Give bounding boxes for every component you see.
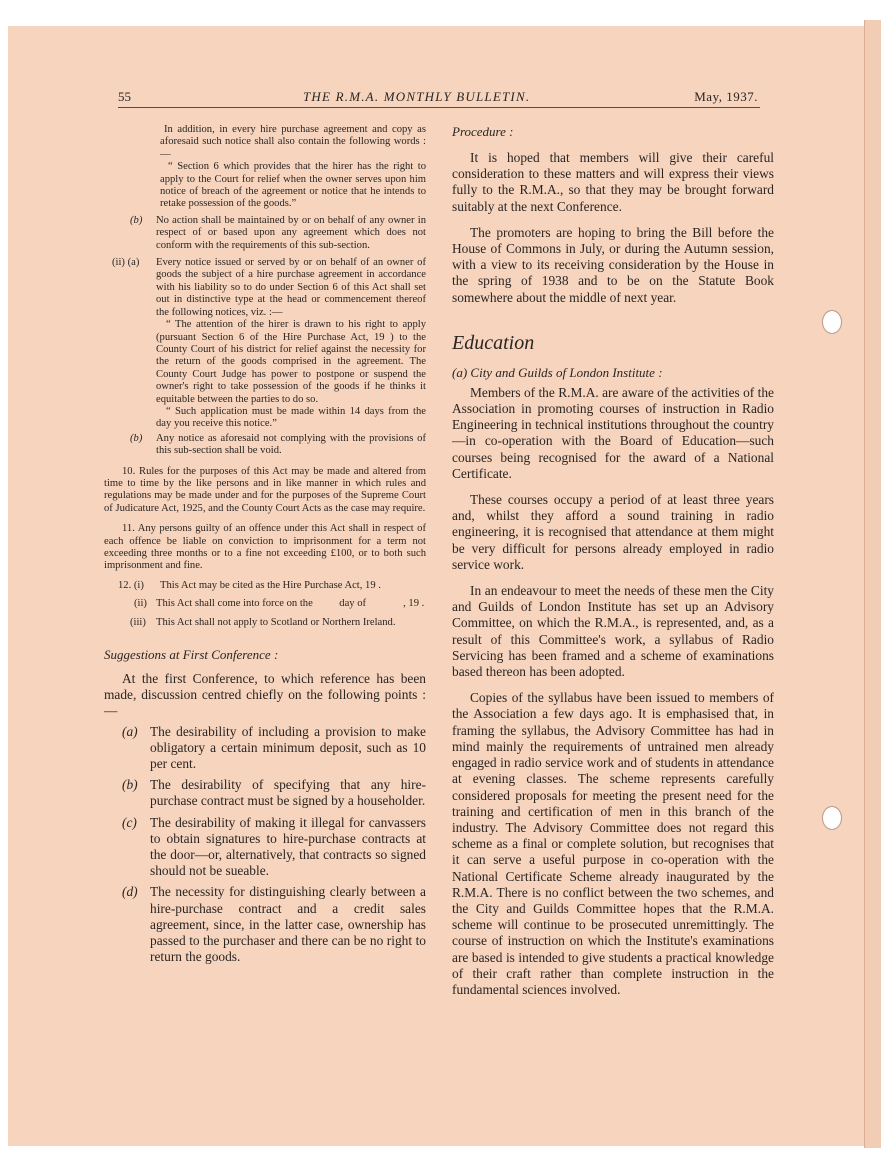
clause-b2 <box>130 433 426 458</box>
section-10: 10. Rules for the purposes of this Act may be made and altered from time to time by the like persons and in like manner in which rules and regulations may be made under and for the purposes of the Supreme Court of Judicature Act, 1925, and the County Court Acts as the case may require. <box>104 465 426 514</box>
education-heading: Education <box>452 331 535 354</box>
right-column <box>452 124 774 998</box>
clause-label: 12. (i) <box>118 579 144 591</box>
binder-hole <box>822 806 842 830</box>
clause-label: (iii) <box>130 616 146 628</box>
education-paragraph: Members of the R.M.A. are aware of the activities of the Association in promoting courses of instruction in Radio Engineering in technical institutions throughout the country—in co-operation with the Board of Education—such courses being recognised for the award of a National Certificate. <box>452 384 774 481</box>
clause-text: This Act may be cited as the Hire Purchase Act, 19 . <box>160 579 381 591</box>
procedure-heading: Procedure : <box>452 124 514 139</box>
procedure-paragraph: The promoters are hoping to bring the Bill before the House of Commons in July, or during the Autumn session, with a view to its receiving consideration by the House in the spring of 1938 and to be on the Statute Book somewhere about the middle of next year. <box>452 224 774 305</box>
education-paragraph: Copies of the syllabus have been issued to members of the Association a few days ago. It is emphasised that, in framing the syllabus, the Advisory Committee has had in mind mainly the requirements of untrained men already engaged in radio service work and of students in attendance at evening classes. The scheme represents carefully considered proposals for meeting the present need for the training and certification of men in this branch of the industry. The Advisory Committee does not regard this scheme as a final or complete solution, but recognises that it can serve a useful purpose in co-operation with the National Certificate Scheme already inaugurated by the R.M.A. There is no conflict between the two schemes, and the City and Guilds Committee hopes that the R.M.A. scheme will continue to be prosecuted unremittingly. The course of instruction on which the Institute's examinations are based is intended to give students a practical knowledge of their craft rather than complete instruction in the fundamental sciences involved. <box>452 690 774 997</box>
quoted-notice: “ Such application must be made within 14 days from the day you receive this notice.” <box>156 405 426 430</box>
section-12-i <box>118 580 426 592</box>
clause-text: This Act shall not apply to Scotland or Northern Ireland. <box>156 616 396 628</box>
clause-label: (b) <box>130 432 143 444</box>
city-guilds-heading: (a) City and Guilds of London Institute : <box>452 364 663 380</box>
point-text: The desirability of specifying that any hire-purchase contract must be signed by a householder. <box>150 777 426 809</box>
clause-label: (ii) (a) <box>112 257 140 269</box>
point-label: (b) <box>122 777 138 793</box>
quoted-notice: “ Section 6 which provides that the hirer has the right to apply to the Court for relief when the owner serves upon him notice of breach of the agreement or notice that he intends to retake possession of the goods.” <box>160 161 426 210</box>
suggestions-intro: At the first Conference, to which reference has been made, discussion centred chiefly on the following points :— <box>104 671 426 719</box>
binder-hole <box>822 310 842 334</box>
quoted-notice: “ The attention of the hirer is drawn to his right to apply (pursuant Section 6 of the Hire Purchase Act, 19 ) to the County Court of his district for relief against the necessity for the return of the goods comprised in the agreement. The County Court Judge has power to postpone or suspend the owner's right to take possession of the goods if he thinks it equitable between the parties to do so. <box>156 319 426 405</box>
page-edge <box>864 20 881 1148</box>
clause-label: (ii) <box>134 598 147 610</box>
clause-ii-a <box>112 257 426 319</box>
point-label: (a) <box>122 723 138 739</box>
clause-label: (b) <box>130 214 143 226</box>
procedure-paragraph: It is hoped that members will give their careful consideration to these matters and will express their views fully to the R.M.A., so that they may be brought forward suitably at the next Conference. <box>452 150 774 214</box>
clause-text: This Act shall come into force on the day of , 19 . <box>156 598 425 610</box>
left-column <box>104 124 426 965</box>
education-paragraph: These courses occupy a period of at least three years and, whilst they afford a sound training in radio engineering, it is recognised that attendance at them might be very difficult for persons already employed in radio service work. <box>452 492 774 572</box>
header-rule <box>118 107 760 108</box>
point-text: The necessity for distinguishing clearly between a hire-purchase contract and a credit sales agreement, since, in the latter case, ownership has passed to the purchaser and there can be no right to return the goods. <box>150 884 426 965</box>
clause-text: No action shall be maintained by or on behalf of any owner in respect of or based upon any agreement which does not conform with the requirements of this sub-section. <box>156 214 426 251</box>
section-11: 11. Any persons guilty of an offence under this Act shall in respect of each offence be liable on conviction to imprisonment for a term not exceeding three months or to a fine not exceeding £100, or to both such imprisonment and fine. <box>104 523 426 572</box>
point-label: (c) <box>122 814 137 830</box>
point-b <box>104 777 426 809</box>
section-12-iii <box>130 617 426 629</box>
intro-paragraph: In addition, in every hire purchase agreement and copy as aforesaid such notice shall also contain the following words :— <box>160 124 426 160</box>
point-c <box>104 815 426 880</box>
page-number: 55 <box>118 89 131 104</box>
suggestions-heading: Suggestions at First Conference : <box>104 647 279 663</box>
point-d <box>104 884 426 965</box>
clause-text: Every notice issued or served by or on behalf of an owner of goods the subject of a hire purchase agreement in accordance with his liability so to do under Section 6 of this Act shall set out in distinctive type at the head or commencement thereof the following notices, viz. :— <box>156 257 426 318</box>
point-label: (d) <box>122 884 138 900</box>
point-a <box>104 724 426 773</box>
point-text: The desirability of making it illegal for canvassers to obtain signatures to hire-purchase contracts at the door—or, alternatively, that contracts so signed should not be sueable. <box>150 814 426 879</box>
bulletin-title: THE R.M.A. MONTHLY BULLETIN. <box>303 89 531 104</box>
section-12-ii <box>134 598 426 610</box>
issue-date: May, 1937. <box>694 89 758 104</box>
clause-b1 <box>130 215 426 252</box>
running-header <box>118 89 758 107</box>
point-text: The desirability of including a provision to make obligatory a certain minimum deposit, such as 10 per cent. <box>150 723 426 772</box>
clause-text: Any notice as aforesaid not complying with the provisions of this sub-section shall be void. <box>156 432 426 457</box>
education-paragraph: In an endeavour to meet the needs of these men the City and Guilds of London Institute has set up an Advisory Committee, on which the R.M.A., is represented, and, as a result of this Committee's work, a syllabus of Radio Servicing has been framed and a scheme of examinations based thereon has been adopted. <box>452 583 774 680</box>
